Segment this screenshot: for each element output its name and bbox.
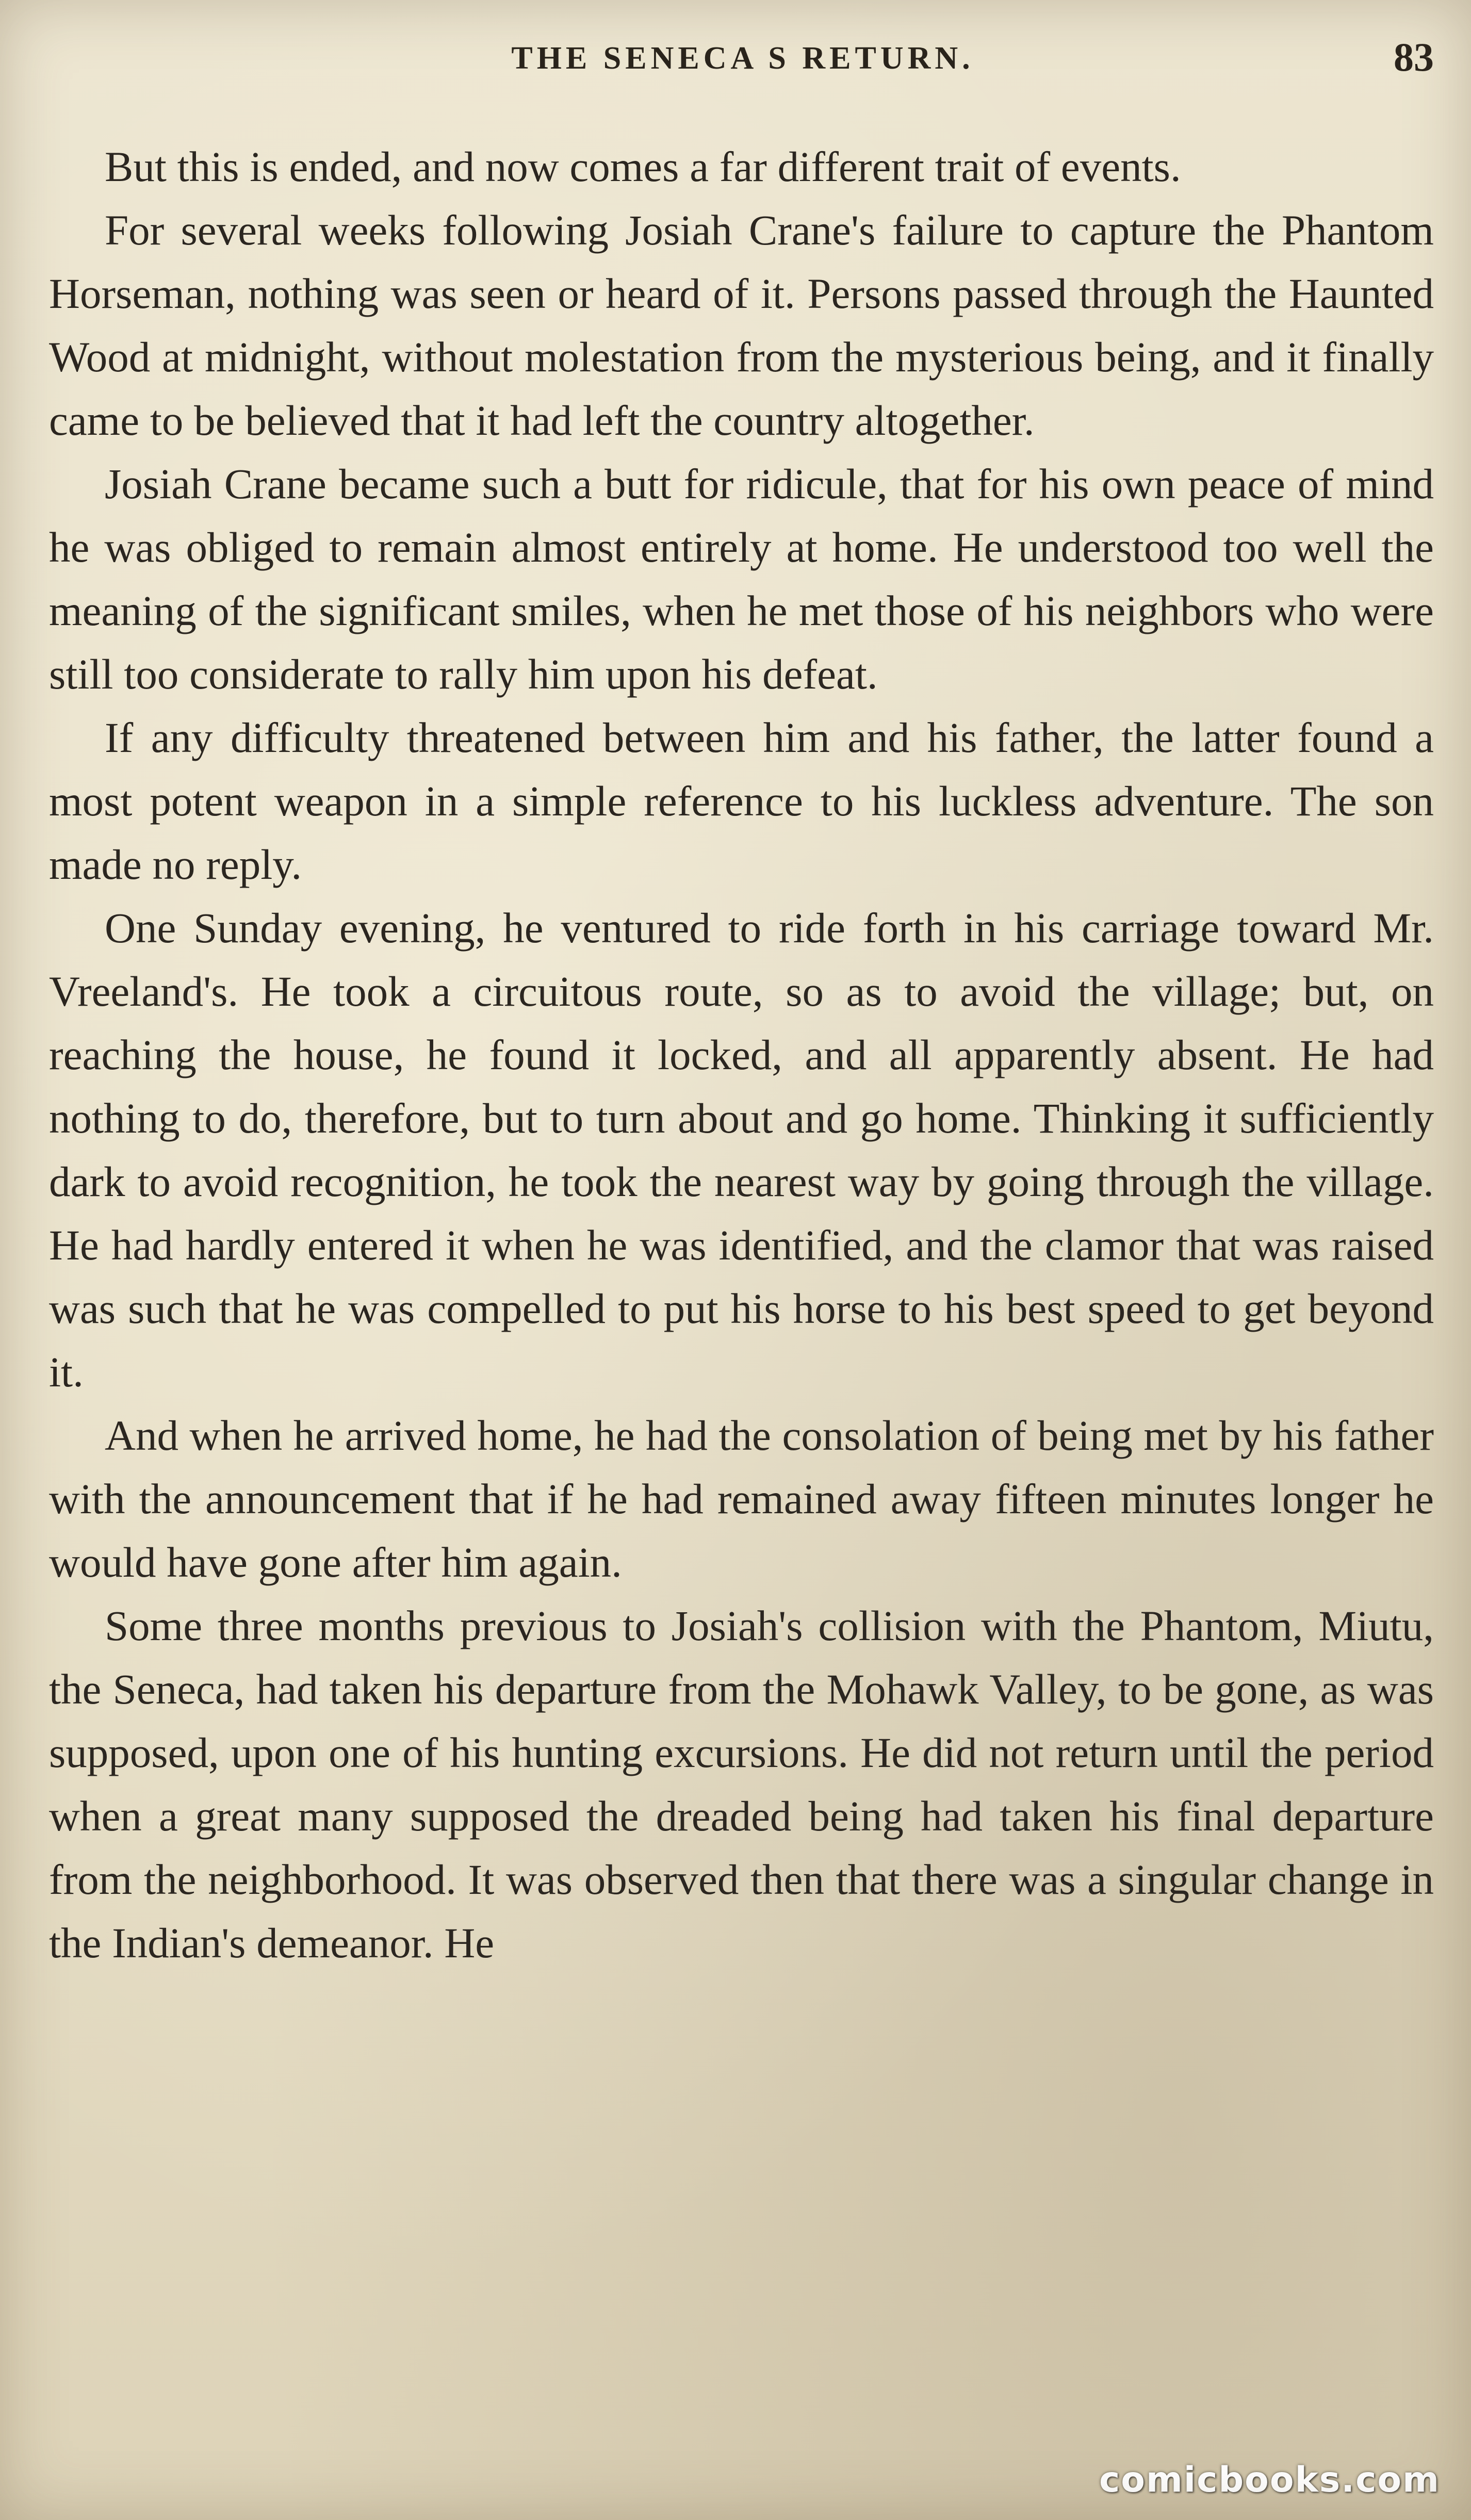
watermark: comicbooks.com (1099, 2460, 1440, 2500)
paragraph: One Sunday evening, he ventured to ride forth in his carriage toward Mr. Vreeland's. He took a circuitous route, so as to avoid the village; but, on reaching the house, he found it locked, and all apparently absent. He had nothing to do, therefore, but to turn about and go home. Thinking it sufficiently dark to avoid recognition, he took the nearest way by going through the village. He had hardly entered it when he was identified, and the clamor that was raised was such that he was compelled to put his horse to his best speed to get beyond it. (49, 904, 1434, 1396)
paragraph: Some three months previous to Josiah's collision with the Phantom, Miutu, the Seneca, had taken his departure from the Mohawk Valley, to be gone, as was supposed, upon one of his hunting excursions. He did not return until the period when a great many supposed the dreaded being had taken his final departure from the neighborhood. It was observed then that there was a singular change in the Indian's demeanor. He (49, 1602, 1434, 1967)
running-title: THE SENECA S RETURN. (511, 41, 974, 76)
page-header (52, 31, 1434, 103)
paragraph: For several weeks following Josiah Crane's failure to capture the Phantom Horseman, nothing was seen or heard of it. Persons passed through the Haunted Wood at midnight, without molestation from the mysterious being, and it finally came to be believed that it had left the country altogether. (49, 206, 1434, 444)
paragraph: Josiah Crane became such a butt for ridicule, that for his own peace of mind he was obliged to remain almost entirely at home. He understood too well the meaning of the significant smiles, when he met those of his neighbors who were still too considerate to rally him upon his defeat. (49, 460, 1434, 698)
paragraph: If any difficulty threatened between him and his father, the latter found a most potent weapon in a simple reference to his luckless adventure. The son made no reply. (49, 714, 1434, 888)
paragraph: But this is ended, and now comes a far different trait of events. (105, 143, 1181, 190)
paragraph: And when he arrived home, he had the consolation of being met by his father with the announcement that if he had remained away fifteen minutes longer he would have gone after him again. (49, 1412, 1434, 1586)
page-number: 83 (1394, 35, 1434, 79)
body-text (49, 135, 1434, 1975)
